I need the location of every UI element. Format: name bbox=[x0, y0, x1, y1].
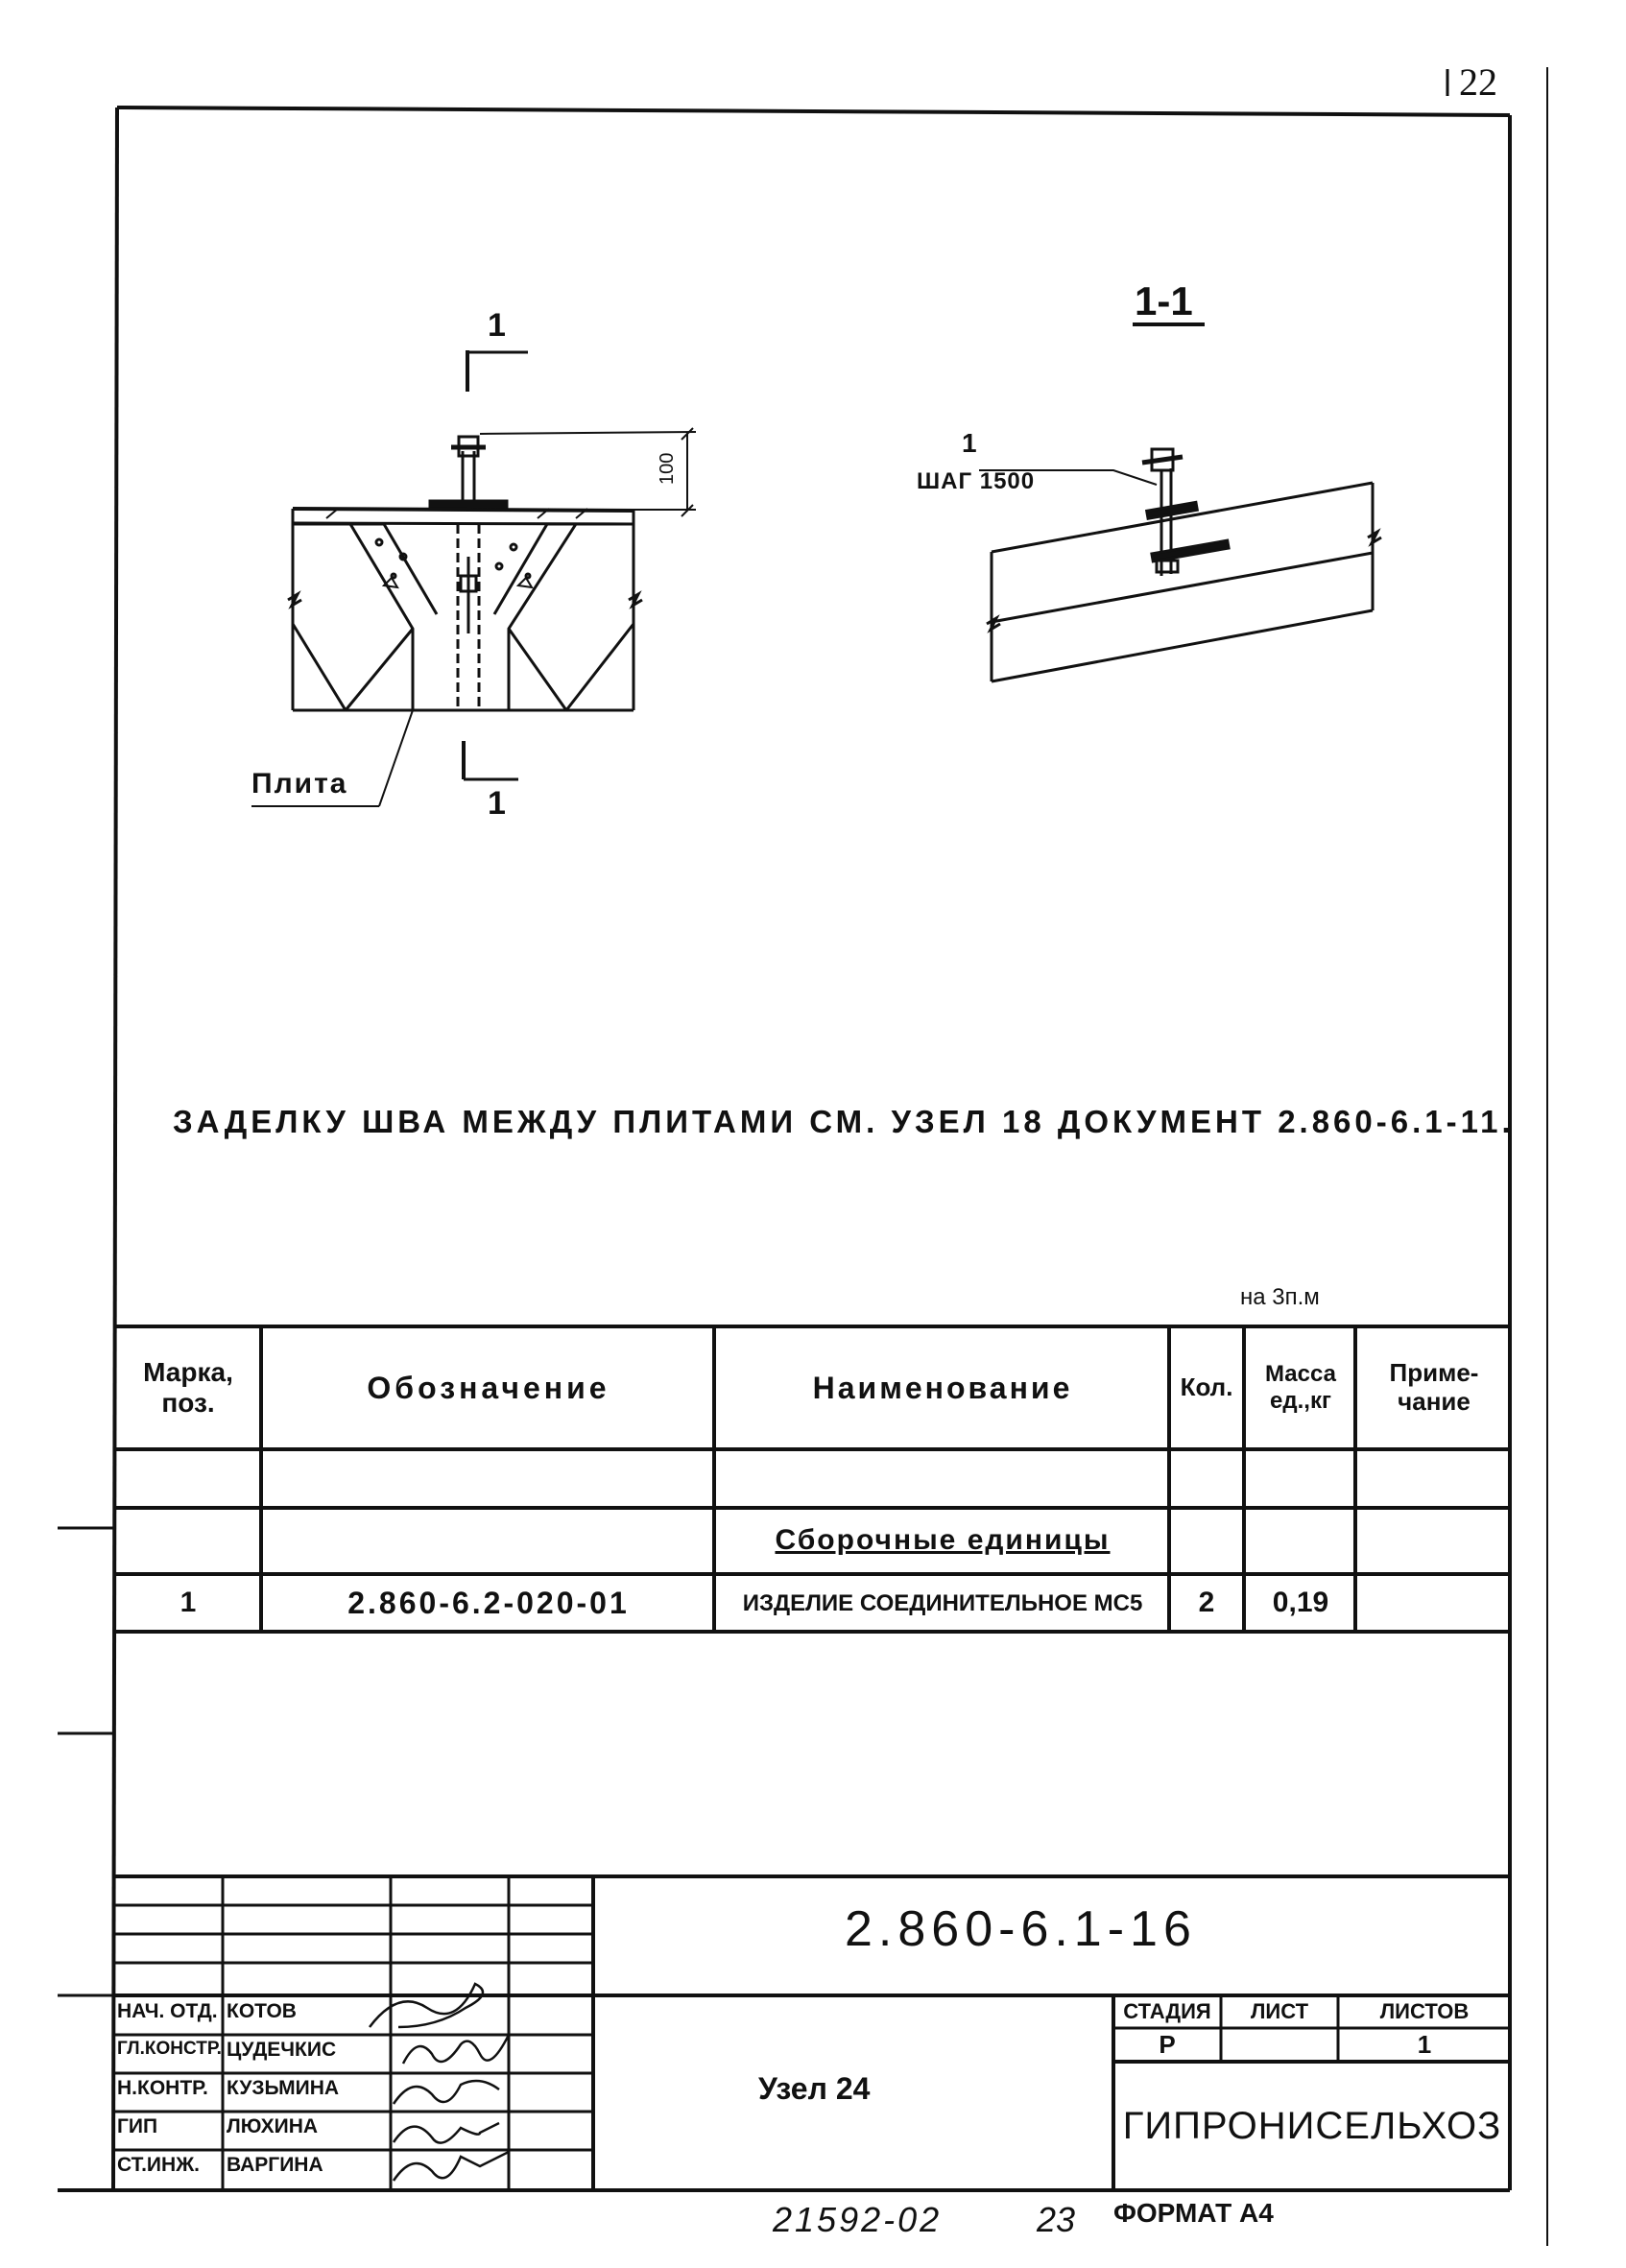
organization-name: ГИПРОНИСЕЛЬХОЗ bbox=[1122, 2105, 1502, 2147]
section-header-assembly-units: Сборочные единицы bbox=[775, 1523, 1111, 1556]
section-mark-top-label: 1 bbox=[488, 307, 506, 344]
signer-role-2: ГЛ.КОНСТР. bbox=[117, 2039, 222, 2059]
position-label: 1 bbox=[962, 428, 977, 458]
signer-name-2: ЦУДЕЧКИС bbox=[227, 2039, 337, 2061]
sheet-number: 22 bbox=[1459, 60, 1497, 104]
row-1-qty: 2 bbox=[1198, 1587, 1215, 1619]
signer-name-1: КОТОВ bbox=[227, 2000, 297, 2022]
sheet-label: ЛИСТ bbox=[1250, 1999, 1309, 2024]
sheet-value bbox=[1223, 2029, 1336, 2061]
header-mark: Марка, поз. bbox=[143, 1356, 233, 1418]
signer-role-4: ГИП bbox=[117, 2115, 158, 2137]
signer-name-3: КУЗЬМИНА bbox=[227, 2077, 340, 2099]
note-text: ЗАДЕЛКУ ШВА МЕЖДУ ПЛИТАМИ СМ. УЗЕЛ 18 ДОКУМЕНТ 2.860-6.1-11. bbox=[173, 1104, 1515, 1139]
header-qty: Кол. bbox=[1180, 1373, 1233, 1402]
drawing-title: Узел 24 bbox=[758, 2071, 871, 2106]
dimension-100-label: 100 bbox=[657, 452, 678, 485]
plate-label: Плита bbox=[251, 768, 348, 800]
signer-role-1: НАЧ. ОТД. bbox=[117, 2000, 218, 2022]
inventory-page: 23 bbox=[1037, 2200, 1076, 2239]
row-1-mark: 1 bbox=[179, 1587, 197, 1619]
signer-role-3: Н.КОНТР. bbox=[117, 2077, 208, 2099]
stage-label: СТАДИЯ bbox=[1123, 1999, 1211, 2024]
header-name: Наименование bbox=[812, 1370, 1073, 1405]
unit-note: на 3п.м bbox=[1240, 1284, 1320, 1310]
sheets-value: 1 bbox=[1417, 2029, 1432, 2059]
header-note: Приме- чание bbox=[1389, 1358, 1479, 1416]
doc-code: 2.860-6.1-16 bbox=[845, 1901, 1197, 1957]
header-designation: Обозначение bbox=[367, 1370, 610, 1405]
signer-role-5: СТ.ИНЖ. bbox=[117, 2154, 201, 2176]
header-mass: Масса ед.,кг bbox=[1265, 1361, 1336, 1414]
inventory-number: 21592-02 bbox=[773, 2200, 943, 2239]
signer-name-5: ВАРГИНА bbox=[227, 2154, 323, 2176]
signer-name-4: ЛЮХИНА bbox=[227, 2115, 319, 2137]
sheets-label: ЛИСТОВ bbox=[1379, 1999, 1470, 2024]
stage-value: Р bbox=[1159, 2029, 1176, 2059]
format-label: ФОРМАТ А4 bbox=[1113, 2198, 1274, 2228]
row-1-name: ИЗДЕЛИЕ СОЕДИНИТЕЛЬНОЕ МС5 bbox=[742, 1589, 1143, 1616]
row-1-mass: 0,19 bbox=[1272, 1587, 1329, 1619]
row-1-designation: 2.860-6.2-020-01 bbox=[347, 1586, 630, 1621]
section-1-1-title: 1-1 bbox=[1135, 278, 1193, 323]
section-mark-bottom-label: 1 bbox=[488, 785, 506, 822]
step-label: ШАГ 1500 bbox=[917, 468, 1036, 494]
